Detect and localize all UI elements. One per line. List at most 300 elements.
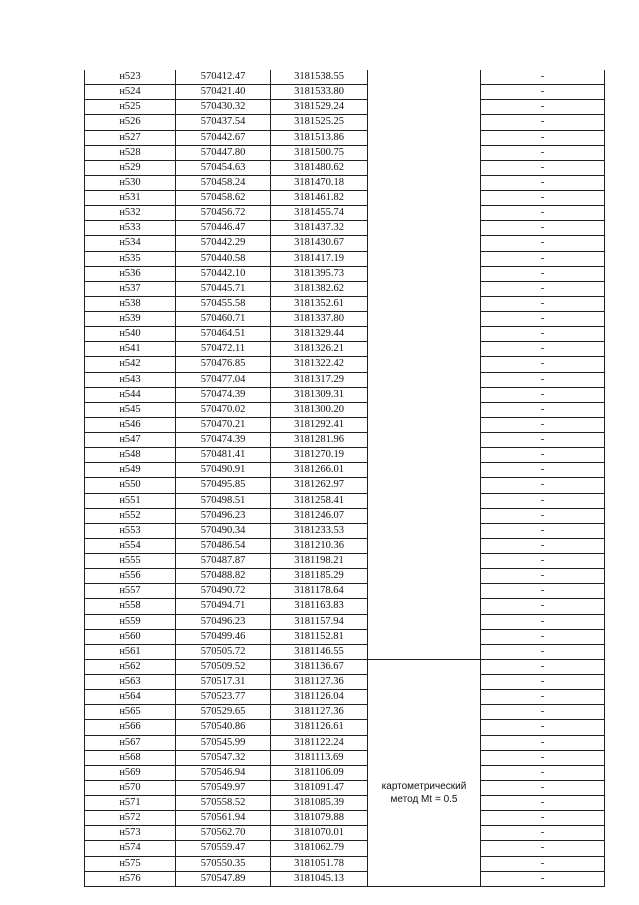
point-number-cell: н539: [85, 312, 176, 327]
x-coordinate-cell: 570474.39: [176, 387, 271, 402]
point-number-cell: н561: [85, 644, 176, 659]
y-coordinate-cell: 3181309.31: [271, 387, 368, 402]
x-coordinate-cell: 570446.47: [176, 221, 271, 236]
table-row: [85, 569, 605, 584]
table-row: [85, 402, 605, 417]
table-row: [85, 145, 605, 160]
table-row: [85, 508, 605, 523]
y-coordinate-cell: 3181437.32: [271, 221, 368, 236]
accuracy-marker-cell: -: [481, 342, 605, 357]
y-coordinate-cell: 3181258.41: [271, 493, 368, 508]
table-row: [85, 811, 605, 826]
method-cell-empty: [368, 312, 481, 327]
x-coordinate-cell: 570540.86: [176, 720, 271, 735]
point-number-cell: н527: [85, 130, 176, 145]
y-coordinate-cell: 3181538.55: [271, 70, 368, 85]
accuracy-marker-cell: -: [481, 281, 605, 296]
table-row: [85, 296, 605, 311]
table-row: [85, 735, 605, 750]
accuracy-marker-cell: -: [481, 130, 605, 145]
y-coordinate-cell: 3181127.36: [271, 705, 368, 720]
accuracy-marker-cell: -: [481, 357, 605, 372]
table-row: [85, 675, 605, 690]
method-cell-empty: [368, 463, 481, 478]
method-cell-empty: [368, 70, 481, 85]
accuracy-marker-cell: -: [481, 448, 605, 463]
table-row: [85, 100, 605, 115]
point-number-cell: н564: [85, 690, 176, 705]
x-coordinate-cell: 570559.47: [176, 841, 271, 856]
y-coordinate-cell: 3181525.25: [271, 115, 368, 130]
method-cell-empty: [368, 251, 481, 266]
table-row: [85, 448, 605, 463]
table-row: [85, 372, 605, 387]
y-coordinate-cell: 3181329.44: [271, 327, 368, 342]
method-cell-empty: [368, 569, 481, 584]
method-cell-empty: [368, 296, 481, 311]
accuracy-marker-cell: -: [481, 478, 605, 493]
table-row: [85, 554, 605, 569]
point-number-cell: н540: [85, 327, 176, 342]
table-row: [85, 206, 605, 221]
method-cell-empty: [368, 599, 481, 614]
point-number-cell: н545: [85, 402, 176, 417]
accuracy-marker-cell: -: [481, 871, 605, 886]
table-row: [85, 796, 605, 811]
x-coordinate-cell: 570456.72: [176, 206, 271, 221]
point-number-cell: н550: [85, 478, 176, 493]
table-row: [85, 584, 605, 599]
y-coordinate-cell: 3181352.61: [271, 296, 368, 311]
y-coordinate-cell: 3181417.19: [271, 251, 368, 266]
table-row: [85, 130, 605, 145]
method-name: картометрический: [381, 780, 467, 792]
table-row: [85, 266, 605, 281]
point-number-cell: н537: [85, 281, 176, 296]
table-row: [85, 750, 605, 765]
point-number-cell: н542: [85, 357, 176, 372]
table-row: [85, 856, 605, 871]
y-coordinate-cell: 3181122.24: [271, 735, 368, 750]
method-cell-empty: [368, 160, 481, 175]
method-cell-empty: [368, 402, 481, 417]
method-cell-empty: [368, 221, 481, 236]
accuracy-marker-cell: -: [481, 705, 605, 720]
point-number-cell: н546: [85, 417, 176, 432]
table-row: [85, 115, 605, 130]
method-cell-empty: [368, 508, 481, 523]
table-row: [85, 659, 605, 674]
accuracy-marker-cell: -: [481, 644, 605, 659]
point-number-cell: н534: [85, 236, 176, 251]
table-row: [85, 236, 605, 251]
x-coordinate-cell: 570472.11: [176, 342, 271, 357]
point-number-cell: н570: [85, 780, 176, 795]
y-coordinate-cell: 3181136.67: [271, 659, 368, 674]
accuracy-marker-cell: -: [481, 402, 605, 417]
point-number-cell: н547: [85, 433, 176, 448]
point-number-cell: н538: [85, 296, 176, 311]
x-coordinate-cell: 570412.47: [176, 70, 271, 85]
table-row: [85, 417, 605, 432]
accuracy-marker-cell: -: [481, 765, 605, 780]
table-row: [85, 433, 605, 448]
x-coordinate-cell: 570458.24: [176, 175, 271, 190]
y-coordinate-cell: 3181533.80: [271, 85, 368, 100]
x-coordinate-cell: 570421.40: [176, 85, 271, 100]
accuracy-marker-cell: -: [481, 266, 605, 281]
table-row: [85, 826, 605, 841]
x-coordinate-cell: 570529.65: [176, 705, 271, 720]
y-coordinate-cell: 3181326.21: [271, 342, 368, 357]
point-number-cell: н535: [85, 251, 176, 266]
y-coordinate-cell: 3181051.78: [271, 856, 368, 871]
y-coordinate-cell: 3181455.74: [271, 206, 368, 221]
x-coordinate-cell: 570558.52: [176, 796, 271, 811]
y-coordinate-cell: 3181079.88: [271, 811, 368, 826]
x-coordinate-cell: 570490.91: [176, 463, 271, 478]
point-number-cell: н568: [85, 750, 176, 765]
y-coordinate-cell: 3181266.01: [271, 463, 368, 478]
x-coordinate-cell: 570546.94: [176, 765, 271, 780]
y-coordinate-cell: 3181113.69: [271, 750, 368, 765]
method-cell-empty: [368, 554, 481, 569]
x-coordinate-cell: 570547.32: [176, 750, 271, 765]
accuracy-marker-cell: -: [481, 780, 605, 795]
y-coordinate-cell: 3181091.47: [271, 780, 368, 795]
point-number-cell: н523: [85, 70, 176, 85]
x-coordinate-cell: 570517.31: [176, 675, 271, 690]
accuracy-marker-cell: -: [481, 675, 605, 690]
method-cell-empty: [368, 115, 481, 130]
x-coordinate-cell: 570445.71: [176, 281, 271, 296]
method-cell-empty: [368, 417, 481, 432]
point-number-cell: н524: [85, 85, 176, 100]
point-number-cell: н555: [85, 554, 176, 569]
coordinates-table: [84, 70, 605, 887]
point-number-cell: н528: [85, 145, 176, 160]
point-number-cell: н559: [85, 614, 176, 629]
point-number-cell: н560: [85, 629, 176, 644]
y-coordinate-cell: 3181085.39: [271, 796, 368, 811]
y-coordinate-cell: 3181529.24: [271, 100, 368, 115]
x-coordinate-cell: 570561.94: [176, 811, 271, 826]
x-coordinate-cell: 570442.67: [176, 130, 271, 145]
table-row: [85, 629, 605, 644]
table-row: [85, 765, 605, 780]
method-cell-empty: [368, 100, 481, 115]
method-cell-empty: [368, 145, 481, 160]
y-coordinate-cell: 3181045.13: [271, 871, 368, 886]
table-row: [85, 705, 605, 720]
y-coordinate-cell: 3181430.67: [271, 236, 368, 251]
method-cell-empty: [368, 342, 481, 357]
x-coordinate-cell: 570496.23: [176, 614, 271, 629]
x-coordinate-cell: 570458.62: [176, 191, 271, 206]
x-coordinate-cell: 570430.32: [176, 100, 271, 115]
method-accuracy: метод Mt = 0.5: [390, 793, 458, 805]
method-cell-empty: [368, 327, 481, 342]
table-row: [85, 327, 605, 342]
accuracy-marker-cell: -: [481, 191, 605, 206]
point-number-cell: н575: [85, 856, 176, 871]
x-coordinate-cell: 570476.85: [176, 357, 271, 372]
x-coordinate-cell: 570550.35: [176, 856, 271, 871]
table-row: [85, 221, 605, 236]
x-coordinate-cell: 570455.58: [176, 296, 271, 311]
point-number-cell: н531: [85, 191, 176, 206]
accuracy-marker-cell: -: [481, 221, 605, 236]
table-row: [85, 690, 605, 705]
accuracy-marker-cell: -: [481, 100, 605, 115]
point-number-cell: н554: [85, 538, 176, 553]
accuracy-marker-cell: -: [481, 175, 605, 190]
accuracy-marker-cell: -: [481, 115, 605, 130]
x-coordinate-cell: 570487.87: [176, 554, 271, 569]
y-coordinate-cell: 3181126.61: [271, 720, 368, 735]
point-number-cell: н571: [85, 796, 176, 811]
point-number-cell: н526: [85, 115, 176, 130]
table-row: [85, 312, 605, 327]
table-row: [85, 175, 605, 190]
method-cell-empty: [368, 538, 481, 553]
method-cell-empty: [368, 478, 481, 493]
accuracy-marker-cell: -: [481, 463, 605, 478]
x-coordinate-cell: 570509.52: [176, 659, 271, 674]
method-cell-empty: [368, 644, 481, 659]
accuracy-marker-cell: -: [481, 493, 605, 508]
table-row: [85, 357, 605, 372]
point-number-cell: н563: [85, 675, 176, 690]
accuracy-marker-cell: -: [481, 584, 605, 599]
y-coordinate-cell: 3181127.36: [271, 675, 368, 690]
point-number-cell: н556: [85, 569, 176, 584]
y-coordinate-cell: 3181337.80: [271, 312, 368, 327]
method-cell-empty: [368, 175, 481, 190]
accuracy-marker-cell: -: [481, 629, 605, 644]
point-number-cell: н536: [85, 266, 176, 281]
method-cell-empty: [368, 266, 481, 281]
point-number-cell: н569: [85, 765, 176, 780]
y-coordinate-cell: 3181480.62: [271, 160, 368, 175]
x-coordinate-cell: 570477.04: [176, 372, 271, 387]
method-cell-empty: [368, 357, 481, 372]
table-row: [85, 342, 605, 357]
method-cell-empty: [368, 387, 481, 402]
method-cell-empty: [368, 236, 481, 251]
x-coordinate-cell: 570523.77: [176, 690, 271, 705]
y-coordinate-cell: 3181152.81: [271, 629, 368, 644]
accuracy-marker-cell: -: [481, 387, 605, 402]
y-coordinate-cell: 3181106.09: [271, 765, 368, 780]
y-coordinate-cell: 3181382.62: [271, 281, 368, 296]
point-number-cell: н529: [85, 160, 176, 175]
accuracy-marker-cell: -: [481, 720, 605, 735]
point-number-cell: н541: [85, 342, 176, 357]
y-coordinate-cell: 3181292.41: [271, 417, 368, 432]
x-coordinate-cell: 570499.46: [176, 629, 271, 644]
point-number-cell: н548: [85, 448, 176, 463]
table-row: [85, 281, 605, 296]
accuracy-marker-cell: -: [481, 145, 605, 160]
x-coordinate-cell: 570562.70: [176, 826, 271, 841]
accuracy-marker-cell: -: [481, 796, 605, 811]
point-number-cell: н567: [85, 735, 176, 750]
point-number-cell: н558: [85, 599, 176, 614]
x-coordinate-cell: 570481.41: [176, 448, 271, 463]
x-coordinate-cell: 570490.34: [176, 523, 271, 538]
accuracy-marker-cell: -: [481, 70, 605, 85]
method-cell-empty: [368, 448, 481, 463]
accuracy-marker-cell: -: [481, 85, 605, 100]
method-cell-empty: [368, 584, 481, 599]
x-coordinate-cell: 570494.71: [176, 599, 271, 614]
accuracy-marker-cell: -: [481, 841, 605, 856]
accuracy-marker-cell: -: [481, 372, 605, 387]
accuracy-marker-cell: -: [481, 614, 605, 629]
accuracy-marker-cell: -: [481, 826, 605, 841]
y-coordinate-cell: 3181470.18: [271, 175, 368, 190]
table-row: [85, 538, 605, 553]
method-cell-empty: [368, 281, 481, 296]
accuracy-marker-cell: -: [481, 433, 605, 448]
accuracy-marker-cell: -: [481, 417, 605, 432]
y-coordinate-cell: 3181210.36: [271, 538, 368, 553]
y-coordinate-cell: 3181070.01: [271, 826, 368, 841]
x-coordinate-cell: 570545.99: [176, 735, 271, 750]
method-cell-empty: [368, 433, 481, 448]
y-coordinate-cell: 3181062.79: [271, 841, 368, 856]
coordinates-table-body: [85, 70, 605, 886]
y-coordinate-cell: 3181126.04: [271, 690, 368, 705]
accuracy-marker-cell: -: [481, 251, 605, 266]
point-number-cell: н557: [85, 584, 176, 599]
accuracy-marker-cell: -: [481, 750, 605, 765]
y-coordinate-cell: 3181461.82: [271, 191, 368, 206]
accuracy-marker-cell: -: [481, 554, 605, 569]
x-coordinate-cell: 570498.51: [176, 493, 271, 508]
x-coordinate-cell: 570486.54: [176, 538, 271, 553]
table-row: [85, 523, 605, 538]
point-number-cell: н544: [85, 387, 176, 402]
x-coordinate-cell: 570442.10: [176, 266, 271, 281]
method-cell-empty: [368, 85, 481, 100]
method-cell-empty: [368, 493, 481, 508]
point-number-cell: н532: [85, 206, 176, 221]
accuracy-marker-cell: -: [481, 599, 605, 614]
accuracy-marker-cell: -: [481, 236, 605, 251]
accuracy-marker-cell: -: [481, 523, 605, 538]
y-coordinate-cell: 3181270.19: [271, 448, 368, 463]
x-coordinate-cell: 570440.58: [176, 251, 271, 266]
table-row: [85, 871, 605, 886]
accuracy-marker-cell: -: [481, 735, 605, 750]
accuracy-marker-cell: -: [481, 690, 605, 705]
point-number-cell: н573: [85, 826, 176, 841]
x-coordinate-cell: 570460.71: [176, 312, 271, 327]
method-cell-empty: [368, 523, 481, 538]
x-coordinate-cell: 570549.97: [176, 780, 271, 795]
point-number-cell: н553: [85, 523, 176, 538]
y-coordinate-cell: 3181163.83: [271, 599, 368, 614]
x-coordinate-cell: 570490.72: [176, 584, 271, 599]
accuracy-marker-cell: -: [481, 569, 605, 584]
method-cell-empty: [368, 130, 481, 145]
accuracy-marker-cell: -: [481, 659, 605, 674]
point-number-cell: н551: [85, 493, 176, 508]
y-coordinate-cell: 3181198.21: [271, 554, 368, 569]
x-coordinate-cell: 570437.54: [176, 115, 271, 130]
y-coordinate-cell: 3181281.96: [271, 433, 368, 448]
table-row: [85, 644, 605, 659]
table-row: [85, 841, 605, 856]
x-coordinate-cell: 570547.89: [176, 871, 271, 886]
point-number-cell: н549: [85, 463, 176, 478]
x-coordinate-cell: 570495.85: [176, 478, 271, 493]
y-coordinate-cell: 3181233.53: [271, 523, 368, 538]
table-row: [85, 599, 605, 614]
y-coordinate-cell: 3181500.75: [271, 145, 368, 160]
y-coordinate-cell: 3181300.20: [271, 402, 368, 417]
point-number-cell: н572: [85, 811, 176, 826]
y-coordinate-cell: 3181317.29: [271, 372, 368, 387]
x-coordinate-cell: 570470.02: [176, 402, 271, 417]
y-coordinate-cell: 3181185.29: [271, 569, 368, 584]
method-cell-empty: [368, 629, 481, 644]
y-coordinate-cell: 3181178.64: [271, 584, 368, 599]
method-cell-empty: [368, 372, 481, 387]
y-coordinate-cell: 3181513.86: [271, 130, 368, 145]
point-number-cell: н574: [85, 841, 176, 856]
table-row: [85, 387, 605, 402]
point-number-cell: н533: [85, 221, 176, 236]
x-coordinate-cell: 570454.63: [176, 160, 271, 175]
point-number-cell: н565: [85, 705, 176, 720]
point-number-cell: н552: [85, 508, 176, 523]
method-cell-empty: [368, 191, 481, 206]
y-coordinate-cell: 3181262.97: [271, 478, 368, 493]
table-row: [85, 463, 605, 478]
accuracy-marker-cell: -: [481, 312, 605, 327]
point-number-cell: н562: [85, 659, 176, 674]
method-cell-empty: [368, 206, 481, 221]
table-row: [85, 85, 605, 100]
point-number-cell: н543: [85, 372, 176, 387]
table-row: [85, 191, 605, 206]
accuracy-marker-cell: -: [481, 160, 605, 175]
accuracy-marker-cell: -: [481, 538, 605, 553]
y-coordinate-cell: 3181157.94: [271, 614, 368, 629]
table-row: [85, 70, 605, 85]
x-coordinate-cell: 570470.21: [176, 417, 271, 432]
point-number-cell: н530: [85, 175, 176, 190]
accuracy-marker-cell: -: [481, 296, 605, 311]
x-coordinate-cell: 570488.82: [176, 569, 271, 584]
point-number-cell: н566: [85, 720, 176, 735]
y-coordinate-cell: 3181322.42: [271, 357, 368, 372]
table-row: [85, 780, 605, 795]
x-coordinate-cell: 570505.72: [176, 644, 271, 659]
x-coordinate-cell: 570496.23: [176, 508, 271, 523]
accuracy-marker-cell: -: [481, 327, 605, 342]
table-row: [85, 251, 605, 266]
x-coordinate-cell: 570442.29: [176, 236, 271, 251]
method-cell: [368, 659, 481, 886]
y-coordinate-cell: 3181246.07: [271, 508, 368, 523]
table-row: [85, 478, 605, 493]
y-coordinate-cell: 3181395.73: [271, 266, 368, 281]
point-number-cell: н525: [85, 100, 176, 115]
